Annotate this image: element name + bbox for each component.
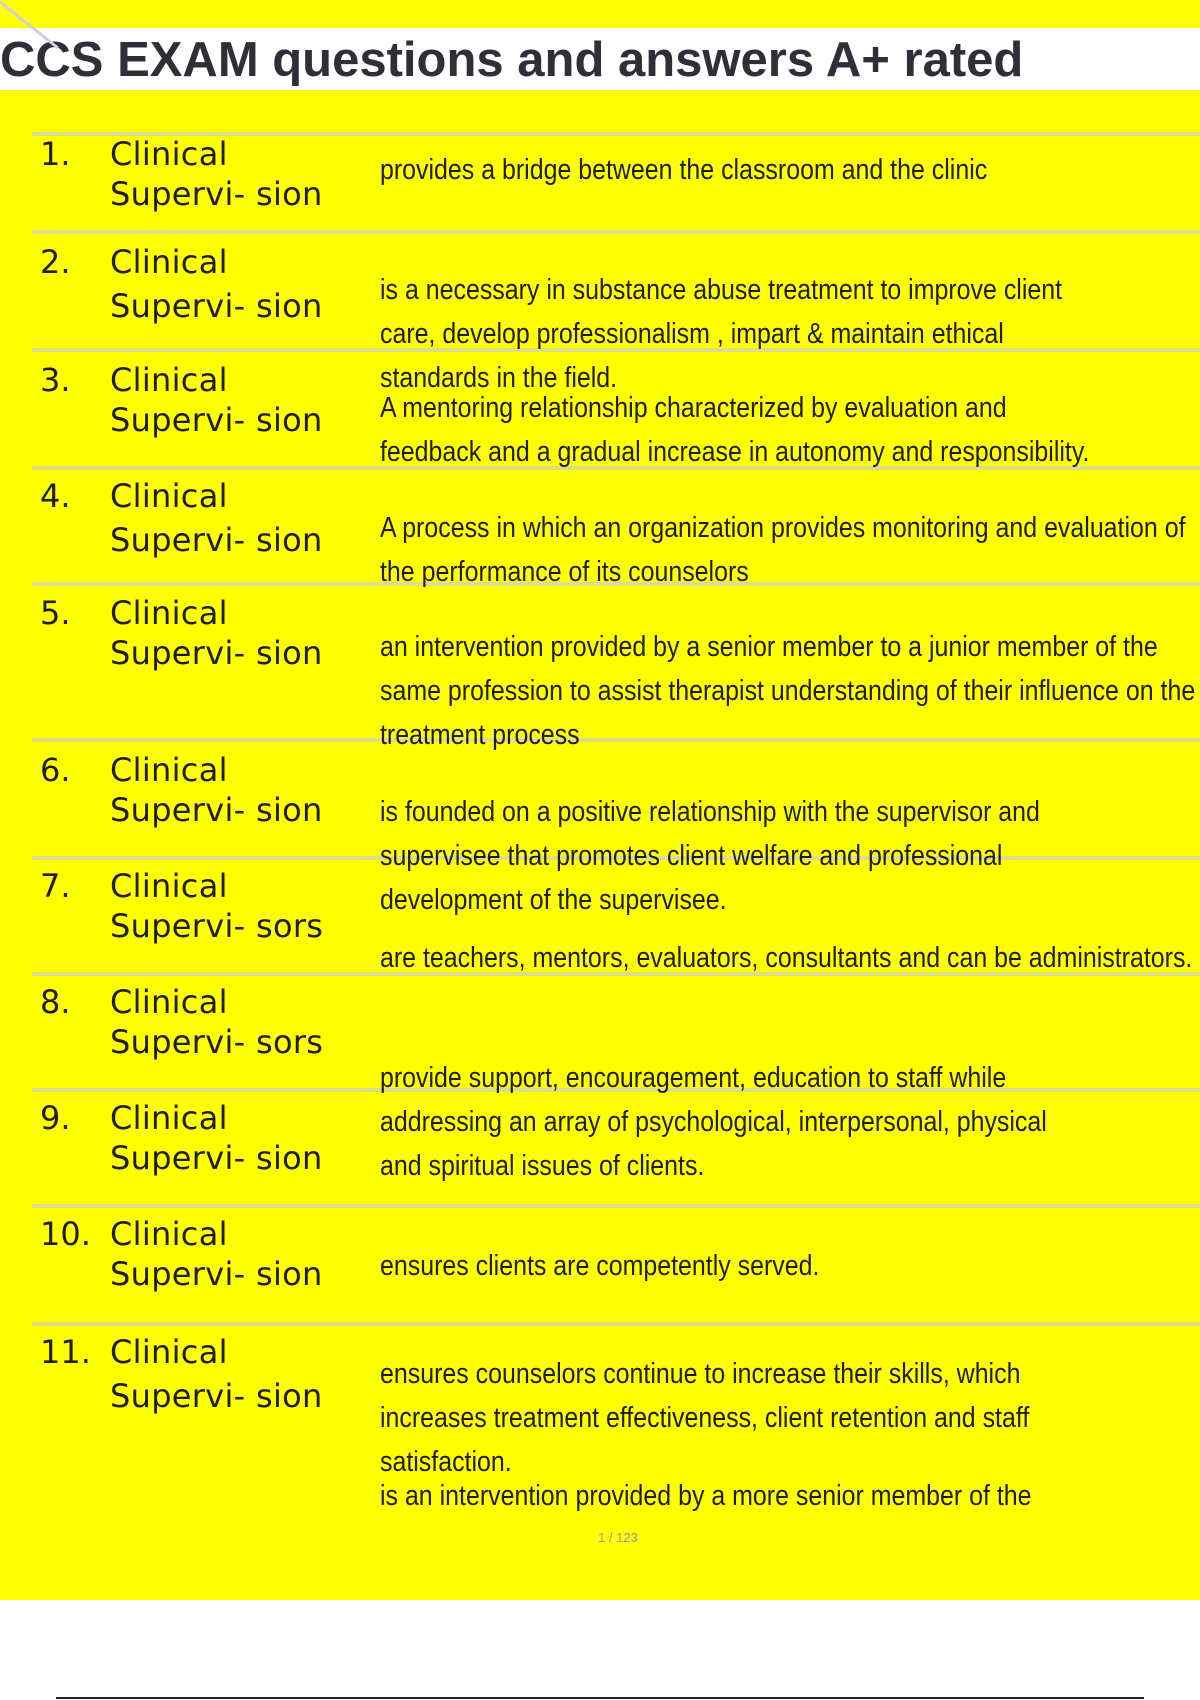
term-line: Supervi- sion bbox=[110, 175, 323, 213]
item-term bbox=[110, 360, 360, 440]
item-definition: are teachers, mentors, evaluators, consultants and can be administrators. bbox=[380, 942, 1193, 974]
item-number: 10. bbox=[40, 1215, 91, 1253]
item-term bbox=[110, 1098, 360, 1178]
row-separator bbox=[32, 1204, 1200, 1208]
page-number: 1 / 123 bbox=[598, 1530, 638, 1545]
item-number: 4. bbox=[40, 477, 71, 515]
item-number: 1. bbox=[40, 135, 71, 173]
item-term bbox=[110, 242, 360, 326]
item-term bbox=[110, 476, 360, 560]
term-line: Clinical bbox=[110, 594, 228, 632]
item-number: 9. bbox=[40, 1099, 71, 1137]
item-definition: provide support, encouragement, education to staff while addressing an array of psychological, interpersonal, physical and spiritual issues of clients. bbox=[380, 1062, 1047, 1182]
term-line: Clinical bbox=[110, 243, 228, 281]
item-definition: A mentoring relationship characterized by evaluation and feedback and a gradual increase in autonomy and responsibility. bbox=[380, 392, 1090, 468]
item-number: 11. bbox=[40, 1333, 91, 1371]
term-line: Clinical bbox=[110, 1099, 228, 1137]
item-number: 5. bbox=[40, 594, 71, 632]
row-separator bbox=[32, 230, 1200, 234]
item-definition: ensures counselors continue to increase their skills, which increases treatment effectiveness, client retention and staff satisfaction. bbox=[380, 1358, 1030, 1478]
item-term bbox=[110, 982, 360, 1062]
item-definition: is founded on a positive relationship with the supervisor and supervisee that promotes client welfare and professional development of the supervisee. bbox=[380, 796, 1040, 916]
term-line: Clinical bbox=[110, 361, 228, 399]
item-term bbox=[110, 1214, 360, 1294]
term-line: Supervi- sion bbox=[110, 521, 323, 559]
term-line: Supervi- sion bbox=[110, 401, 323, 439]
document-title: CCS EXAM questions and answers A+ rated bbox=[0, 33, 1024, 87]
term-line: Supervi- sors bbox=[110, 907, 324, 945]
item-term bbox=[110, 750, 360, 830]
item-number: 2. bbox=[40, 243, 71, 281]
item-term bbox=[110, 866, 360, 946]
item-definition: provides a bridge between the classroom and the clinic bbox=[380, 154, 988, 186]
term-line: Clinical bbox=[110, 135, 228, 173]
footer-rule bbox=[56, 1697, 1144, 1699]
term-line: Supervi- sion bbox=[110, 1139, 323, 1177]
flashcard-sheet bbox=[0, 90, 1200, 1600]
item-term bbox=[110, 1332, 360, 1416]
item-definition: A process in which an organization provides monitoring and evaluation of the performance of its counselors bbox=[380, 512, 1186, 588]
term-line: Clinical bbox=[110, 1333, 228, 1371]
page-curl-icon bbox=[0, 0, 62, 50]
term-line: Supervi- sion bbox=[110, 1255, 323, 1293]
top-highlight-band bbox=[0, 0, 1200, 28]
item-number: 7. bbox=[40, 867, 71, 905]
item-term bbox=[110, 593, 360, 673]
item-number: 8. bbox=[40, 983, 71, 1021]
row-separator bbox=[32, 1322, 1200, 1326]
item-number: 3. bbox=[40, 361, 71, 399]
term-line: Clinical bbox=[110, 983, 228, 1021]
item-definition: is an intervention provided by a more senior member of the bbox=[380, 1480, 1032, 1512]
item-definition: ensures clients are competently served. bbox=[380, 1250, 820, 1282]
item-term bbox=[110, 134, 360, 214]
term-line: Supervi- sors bbox=[110, 1023, 324, 1061]
term-line: Supervi- sion bbox=[110, 1377, 323, 1415]
item-definition: an intervention provided by a senior member to a junior member of the same profession to assist therapist understanding of their influence on the treatment process bbox=[380, 631, 1196, 751]
term-line: Clinical bbox=[110, 751, 228, 789]
term-line: Clinical bbox=[110, 477, 228, 515]
item-number: 6. bbox=[40, 751, 71, 789]
term-line: Supervi- sion bbox=[110, 791, 323, 829]
item-definition: is a necessary in substance abuse treatment to improve client care, develop professionalism , impart & maintain ethical standards in the field. bbox=[380, 274, 1063, 394]
term-line: Clinical bbox=[110, 1215, 228, 1253]
term-line: Supervi- sion bbox=[110, 634, 323, 672]
term-line: Clinical bbox=[110, 867, 228, 905]
term-line: Supervi- sion bbox=[110, 287, 323, 325]
